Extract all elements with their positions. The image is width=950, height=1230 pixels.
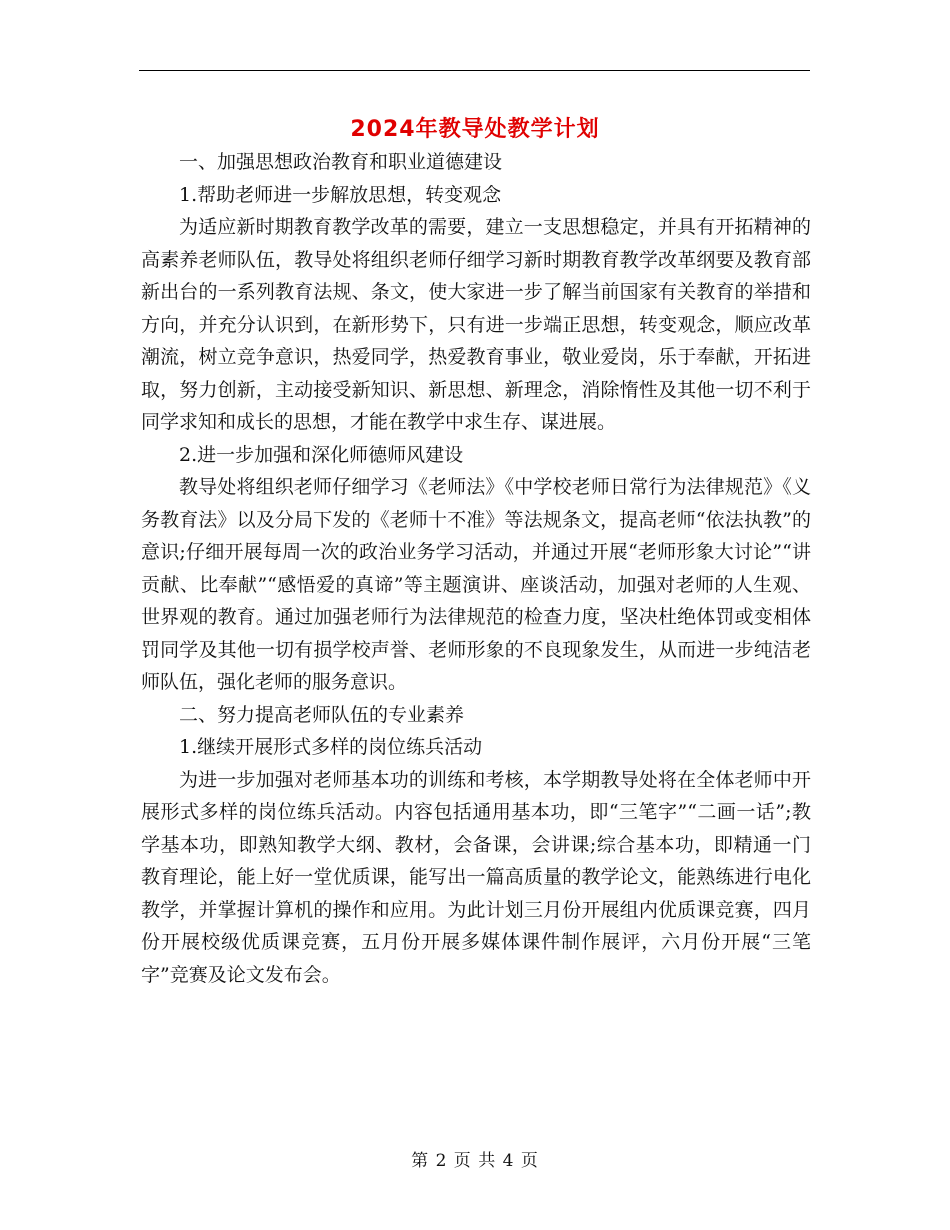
body-paragraph: 教导处将组织老师仔细学习《老师法》《中学校老师日常行为法律规范》《义务教育法》以及分局下发的《老师十不准》等法规条文，提高老师“依法执教”的意识;仔细开展每周一次的政治业务学习活动，并通过开展“老师形象大讨论”“讲贡献、比奉献”“感悟爱的真谛”等主题演讲、座谈活动，加强对老师的人生观、世界观的教育。通过加强老师行为法律规范的检查力度，坚决杜绝体罚或变相体罚同学及其他一切有损学校声誉、老师形象的不良现象发生，从而进一步纯洁老师队伍，强化老师的服务意识。 xyxy=(141,476,811,693)
section-heading-1: 一、加强思想政治教育和职业道德建设 xyxy=(179,151,503,173)
subheading-1-1: 1.帮助老师进一步解放思想，转变观念 xyxy=(179,183,502,206)
subheading-1-2: 2.进一步加强和深化师德师风建设 xyxy=(179,443,464,466)
header-rule xyxy=(139,70,810,71)
section-heading-2: 二、努力提高老师队伍的专业素养 xyxy=(179,703,465,726)
page-footer: 第 2 页 共 4 页 xyxy=(411,1151,539,1171)
body-paragraph: 为适应新时期教育教学改革的需要，建立一支思想稳定，并具有开拓精神的高素养老师队伍，教导处将组织老师仔细学习新时期教育教学改革纲要及教育部新出台的一系列教育法规、条文，使大家进一步了解当前国家有关教育的举措和方向，并充分认识到，在新形势下，只有进一步端正思想，转变观念，顺应改革潮流，树立竞争意识，热爱同学，热爱教育事业，敬业爱岗，乐于奉献，开拓进取，努力创新，主动接受新知识、新思想、新理念，消除惰性及其他一切不利于同学求知和成长的思想，才能在教学中求生存、谋进展。 xyxy=(141,216,811,433)
body-paragraph: 为进一步加强对老师基本功的训练和考核，本学期教导处将在全体老师中开展形式多样的岗位练兵活动。内容包括通用基本功，即“三笔字”“二画一话”;教学基本功，即熟知教学大纲、教材，会备课，会讲课;综合基本功，即精通一门教育理论，能上好一堂优质课，能写出一篇高质量的教学论文，能熟练进行电化教学，并掌握计算机的操作和应用。为此计划三月份开展组内优质课竞赛，四月份开展校级优质课竞赛，五月份开展多媒体课件制作展评，六月份开展“三笔字”竞赛及论文发布会。 xyxy=(141,768,811,986)
document-body xyxy=(141,146,811,991)
document-title: 2024年教导处教学计划 xyxy=(350,117,600,142)
subheading-2-1: 1.继续开展形式多样的岗位练兵活动 xyxy=(179,736,483,758)
